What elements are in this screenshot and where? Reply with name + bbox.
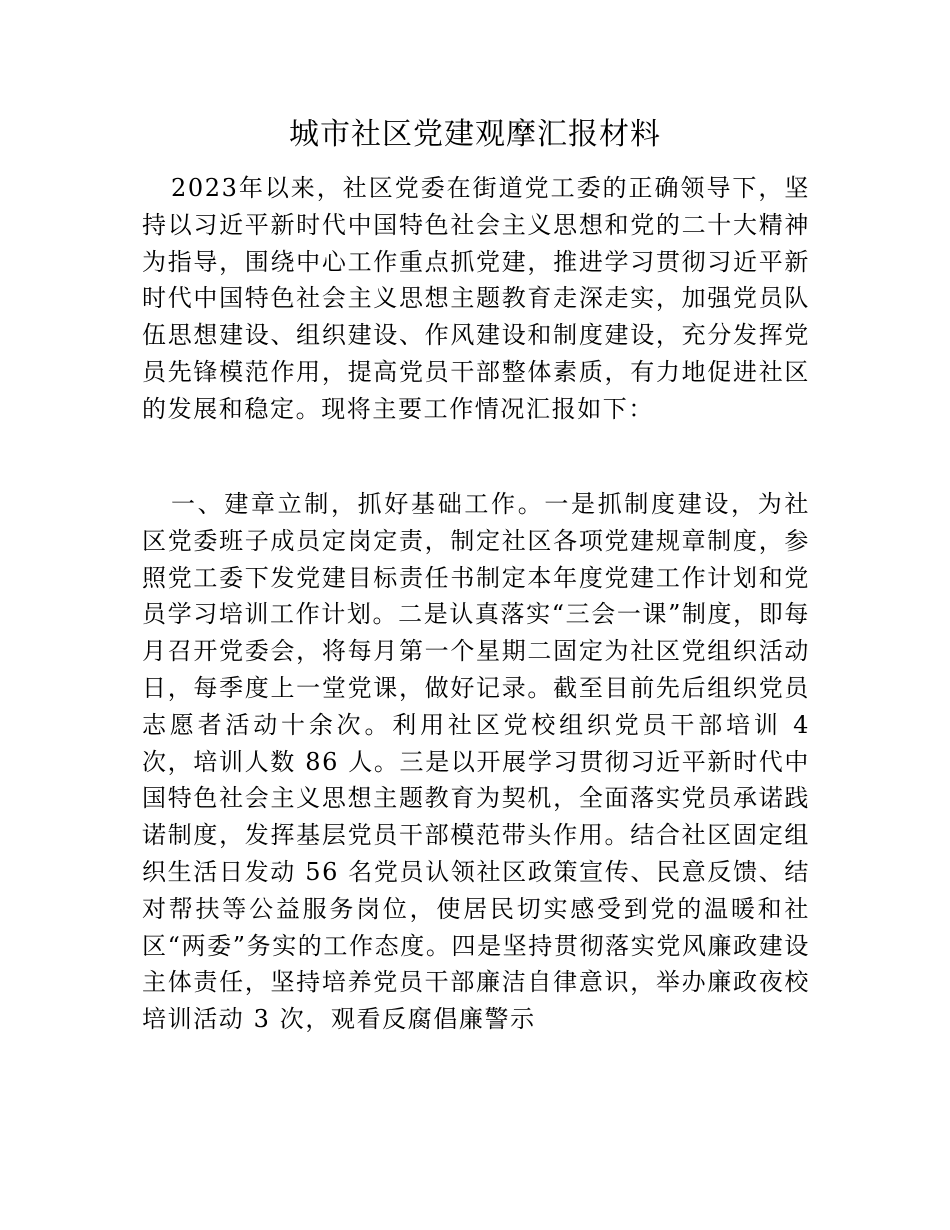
document-title: 城市社区党建观摩汇报材料 xyxy=(289,117,661,152)
paragraph-intro: 2023年以来，社区党委在街道党工委的正确领导下，坚持以习近平新时代中国特色社会主义思想和党的二十大精神为指导，围绕中心工作重点抓党建，推进学习贯彻习近平新时代中国特色社会主义思想主题教育走深走实，加强党员队伍思想建设、组织建设、作风建设和制度建设，充分发挥党员先锋模范作用，提高党员干部整体素质，有力地促进社区的发展和稳定。现将主要工作情况汇报如下： xyxy=(142,174,810,423)
paragraph-section-1: 一、建章立制，抓好基础工作。一是抓制度建设，为社区党委班子成员定岗定责，制定社区各项党建规章制度，参照党工委下发党建目标责任书制定本年度党建工作计划和党员学习培训工作计划。二是认真落实“三会一课”制度，即每月召开党委会，将每月第一个星期二固定为社区党组织活动日，每季度上一堂党课，做好记录。截至目前先后组织党员志愿者活动十余次。利用社区党校组织党员干部培训 4 次，培训人数 86 人。三是以开展学习贯彻习近平新时代中国特色社会主义思想主题教育为契机，全面落实党员承诺践诺制度，发挥基层党员干部模范带头作用。结合社区固定组织生活日发动 56 名党员认领社区政策宣传、民意反馈、结对帮扶等公益服务岗位，使居民切实感受到党的温暖和社区“两委”务实的工作态度。四是坚持贯彻落实党风廉政建设主体责任，坚持培养党员干部廉洁自律意识，举办廉政夜校培训活动 3 次，观看反腐倡廉警示 xyxy=(142,490,810,1034)
